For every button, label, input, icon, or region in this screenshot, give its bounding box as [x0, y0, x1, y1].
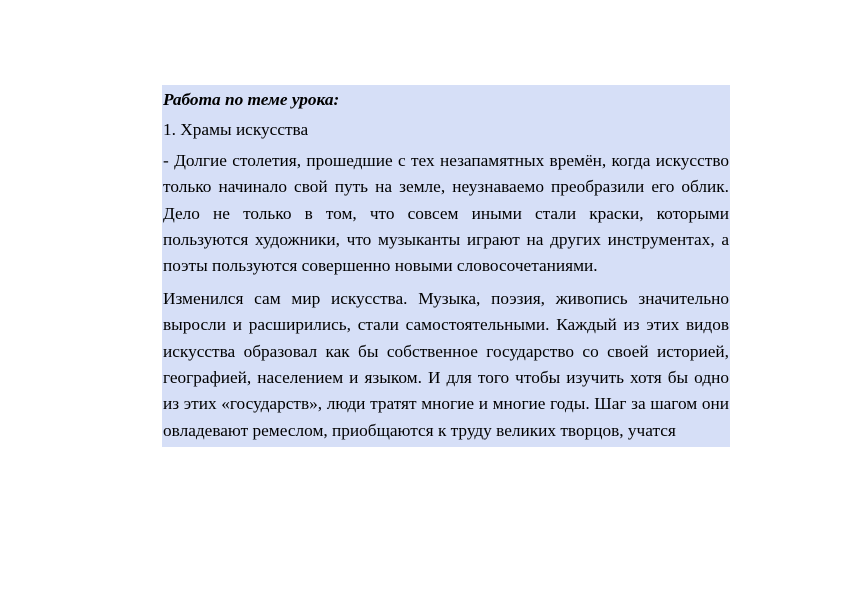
list-item-temples-of-art: 1. Храмы искусства — [163, 120, 309, 140]
paragraph-1: - Долгие столетия, прошедшие с тех незапамятных времён, когда искусство только начинало свой путь на земле, неузнаваемо преобразили его облик. Дело не только в том, что совсем иными стали краски, которыми пользуются художники, что музыканты играют на других инструментах, а поэты пользуются совершенно новыми словосочетаниями. — [163, 150, 729, 276]
text-block — [162, 85, 730, 447]
lesson-heading: Работа по теме урока: — [163, 90, 340, 109]
paragraph-2: Изменился сам мир искусства. Музыка, поэзия, живопись значительно выросли и расширились, стали самостоятельными. Каждый из этих видов искусства образовал как бы собственное государство со своей историей, географией, населением и языком. И для того чтобы изучить хотя бы одно из этих «государств», люди тратят многие и многие годы. Шаг за шагом они овладевают ремеслом, приобщаются к труду великих творцов, учатся — [163, 288, 729, 440]
